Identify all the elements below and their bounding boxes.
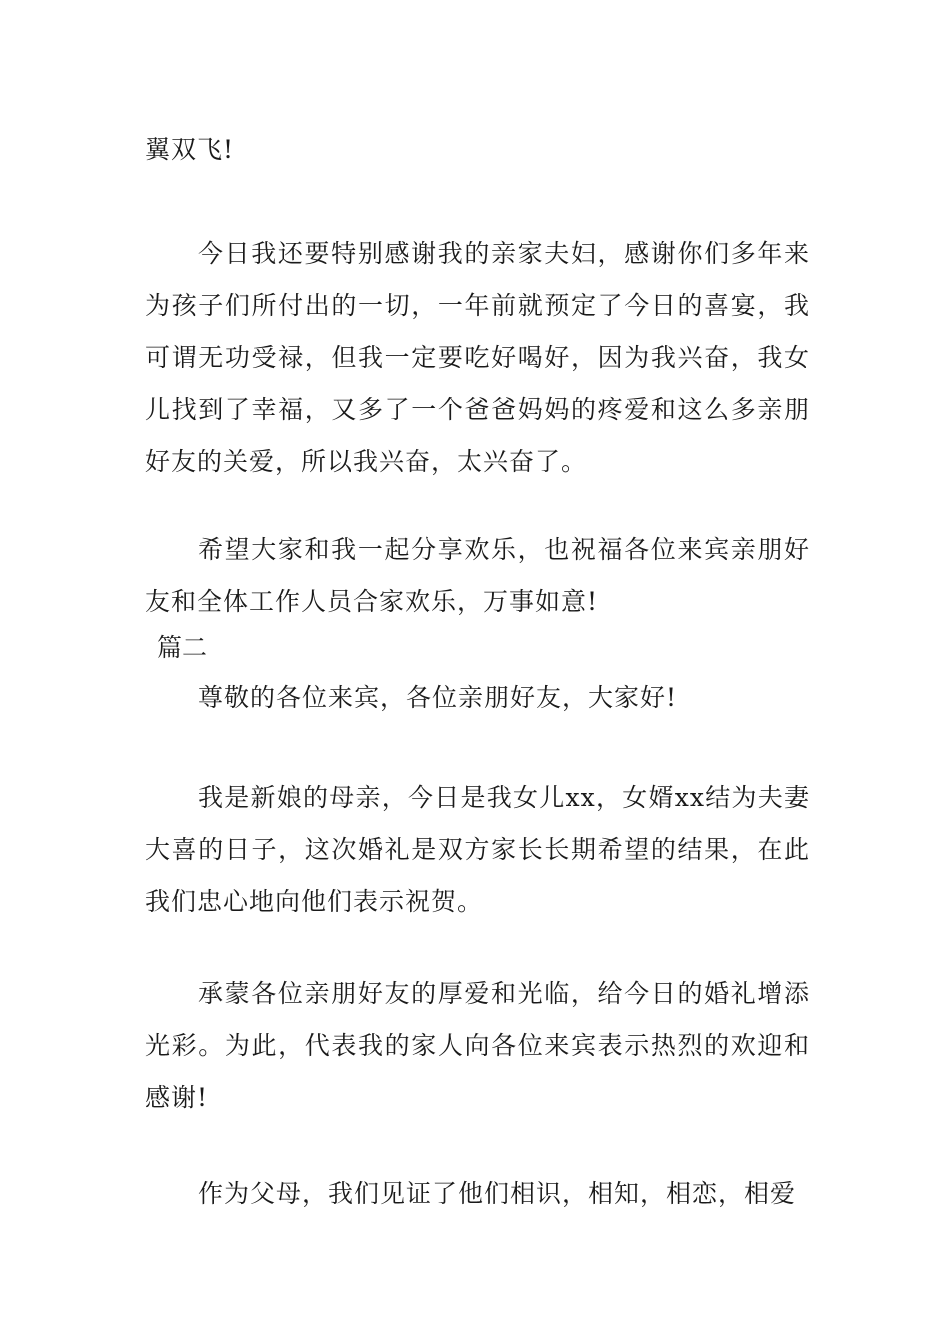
section-heading: 篇二 (157, 633, 208, 662)
paragraph-introduction: 我是新娘的母亲，今日是我女儿xx，女婿xx结为夫妻大喜的日子，这次婚礼是双方家长长期希望的结果，在此我们忠心地向他们表示祝贺。 (145, 783, 810, 916)
paragraph-witness: 作为父母，我们见证了他们相识，相知，相恋，相爱 (198, 1179, 797, 1208)
paragraph-welcome: 承蒙各位亲朋好友的厚爱和光临，给今日的婚礼增添光彩。为此，代表我的家人向各位来宾表示热烈的欢迎和感谢! (145, 979, 810, 1112)
paragraph-wishes: 希望大家和我一起分享欢乐，也祝福各位来宾亲朋好友和全体工作人员合家欢乐，万事如意! (145, 535, 810, 616)
paragraph-thanks-in-laws: 今日我还要特别感谢我的亲家夫妇，感谢你们多年来为孩子们所付出的一切，一年前就预定了今日的喜宴，我可谓无功受禄，但我一定要吃好喝好，因为我兴奋，我女儿找到了幸福，又多了一个爸爸妈妈的疼爱和这么多亲朋好友的关爱，所以我兴奋，太兴奋了。 (145, 239, 810, 476)
paragraph-greeting: 尊敬的各位来宾，各位亲朋好友，大家好! (198, 683, 678, 712)
paragraph-continuation: 翼双飞! (145, 135, 235, 164)
